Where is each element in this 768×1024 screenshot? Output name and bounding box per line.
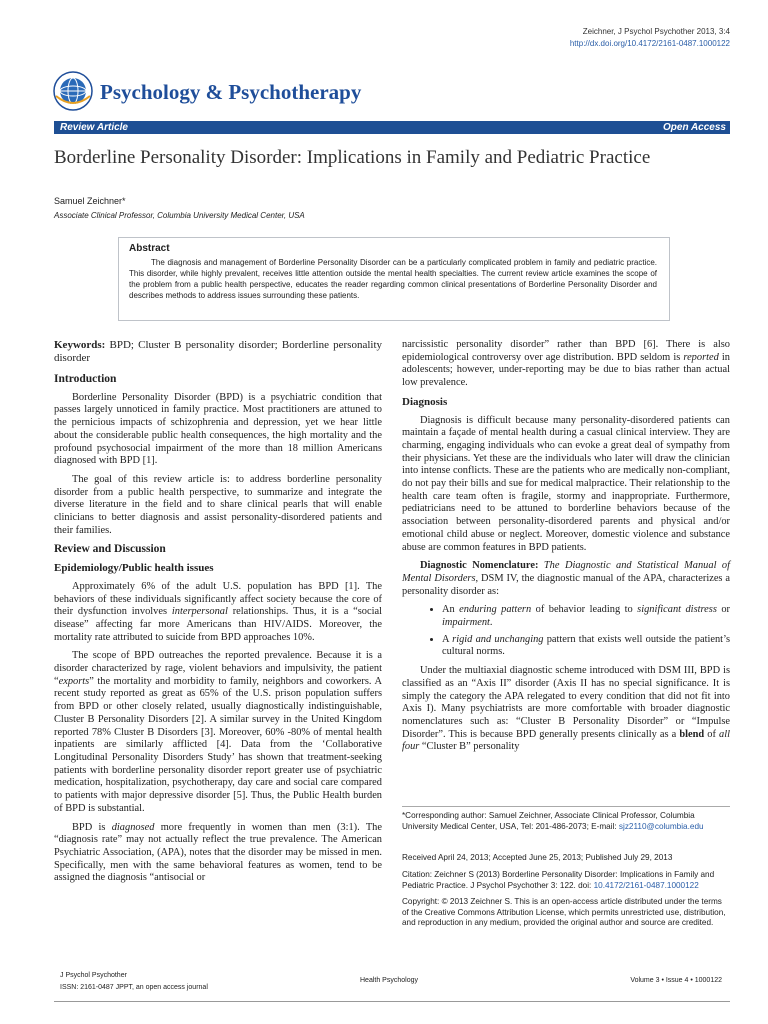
b2-b: pattern that exists well outside the patient’s cultural norms. bbox=[442, 633, 731, 658]
right-column bbox=[402, 339, 730, 760]
cont-text-a: narcissistic personality disorder” rather than BPD [6]. There is also epidemiological controversy over age distribution. BPD seldom is bbox=[402, 339, 730, 363]
diagnosis-paragraph: Diagnosis is difficult because many personality-disordered patients can maintain a façade of mental health during a casual clinical interview. They are charming, engaging individuals who can evoke a great deal of sympathy from their physicians. Yet these are the individuals who later will draw the clinician into intense conflicts. These are the patients who are medically non-compliant, do not pay their bills and sue for medical malpractice. Their relationship to the health care team often is fragile, stormy and inappropriate. Furthermore, pediatricians need to be attuned to borderline behaviors because of the association between personality-disordered parents and physical and/or emotional child abuse or neglect. Moreover, domestic violence and substance abuse are common features in BPD patients. bbox=[402, 414, 730, 553]
citation-line: Zeichner, J Psychol Psychother 2013, 3:4 bbox=[582, 27, 730, 36]
keywords-text: BPD; Cluster B personality disorder; Borderline personality disorder bbox=[54, 339, 382, 364]
citation-text: Citation: Zeichner S (2013) Borderline Personality Disorder: Implications in Family and Pediatric Practice. J Psychol Psychother 3: 122. doi: bbox=[402, 870, 715, 890]
footer-volume: Volume 3 • Issue 4 • 1000122 bbox=[630, 977, 722, 984]
footer-section: Health Psychology bbox=[360, 977, 418, 984]
article-type-bar bbox=[54, 121, 730, 134]
abstract-text: The diagnosis and management of Borderline Personality Disorder can be a particularly complicated problem in family and pediatric practice. This disorder, while highly prevalent, receives little attention outside the mental health specialties. The current review article examines the scope of the problem from a public health perspective, educates the reader regarding common clinical presentations of Borderline Personality Disorder and describes methods to address issues surrounding these patients. bbox=[129, 258, 657, 300]
b2-a: A bbox=[442, 633, 453, 645]
keywords-label: Keywords: bbox=[54, 339, 106, 351]
epi-paragraph-1 bbox=[54, 581, 382, 645]
footnote-divider bbox=[402, 806, 730, 807]
criteria-list bbox=[402, 604, 730, 659]
cont-text-b: in adolescents; however, under-reporting may be due to bias rather than actual low prevalence. bbox=[402, 351, 731, 389]
multi-bold: blend bbox=[679, 728, 705, 740]
list-item bbox=[442, 604, 730, 629]
cont-emphasis: reported bbox=[683, 351, 719, 363]
citation-note bbox=[402, 870, 730, 891]
b1-em2: significant distress bbox=[637, 604, 717, 616]
epi-p1-text-a: Approximately 6% of the adult U.S. population has BPD [1]. The behaviors of these individuals significantly affect society because the core of their dysfunction involves bbox=[54, 580, 382, 618]
epi-p2-text-b: ” the mortality and morbidity to family, neighbors and coworkers. A recent study reported as great as 65% of the U.S. prison population suffers from BPD or other closely related, usually diagnostically indistinguishable, Cluster B Personality Disorders [2]. A similar survey in the United Kingdom reported 78% Cluster B Disorders [3]. Moreover, 60% -80% of mental health inpatients are similarly afflicted [4]. Data from the ‘Collaborative Longitudinal Personality Disorders Study’ has shown that treatment-seeking patients with borderline personality disorder report greater use of psychiatric medication, hospitalization, psychotherapy, day care and social care compared to patients with major depressive disorder [5]. Thus, the Public Health burden of BPD is substantial. bbox=[54, 675, 382, 814]
epidemiology-heading: Epidemiology/Public health issues bbox=[54, 562, 214, 575]
nomenclature-label: Diagnostic Nomenclature: bbox=[420, 560, 539, 572]
diagnosis-heading: Diagnosis bbox=[402, 395, 448, 408]
abstract-heading: Abstract bbox=[129, 243, 170, 254]
footer-issn: ISSN: 2161-0487 JPPT, an open access journal bbox=[60, 984, 208, 991]
keywords bbox=[54, 339, 382, 365]
paper-title: Borderline Personality Disorder: Implications in Family and Pediatric Practice bbox=[54, 147, 651, 168]
multi-c: “Cluster B” personality bbox=[419, 741, 520, 753]
corresponding-author bbox=[402, 811, 730, 832]
copyright-note: Copyright: © 2013 Zeichner S. This is an open-access article distributed under the terms of the Creative Commons Attribution License, which permits unrestricted use, distribution, and reproduction in any medium, provided the original author and source are credited. bbox=[402, 897, 726, 928]
b1-b: of behavior leading to bbox=[531, 604, 638, 616]
epi-p3-emphasis: diagnosed bbox=[111, 821, 155, 833]
b1-a: An bbox=[442, 604, 460, 616]
epi-p1-emphasis: interpersonal bbox=[171, 606, 228, 618]
intro-paragraph-1: Borderline Personality Disorder (BPD) is a psychiatric condition that passes largely unnoticed in family practice. Most practitioners are attuned to the pernicious impacts of schizophrenia and depression, yet we hear little about the considerable public health consequences, the high mortality and the profound psychosocial impairment of the more than 18 million Americans diagnosed with BPD [1]. bbox=[54, 391, 382, 467]
article-type-label: Review Article bbox=[60, 122, 128, 133]
author-name: Samuel Zeichner* bbox=[54, 196, 126, 206]
nomenclature-text: , DSM IV, the diagnostic manual of the APA, characterizes a personality disorder as: bbox=[402, 572, 730, 597]
epi-p2-emphasis: exports bbox=[58, 675, 90, 687]
intro-heading: Introduction bbox=[54, 373, 117, 385]
list-item bbox=[442, 634, 730, 659]
multiaxial-paragraph bbox=[402, 665, 730, 754]
received-dates: Received April 24, 2013; Accepted June 25, 2013; Published July 29, 2013 bbox=[402, 853, 673, 862]
left-column bbox=[54, 339, 382, 891]
multi-b: of bbox=[704, 728, 720, 740]
epi-paragraph-3 bbox=[54, 822, 382, 886]
b1-em1: enduring pattern bbox=[459, 604, 532, 616]
b1-em3: impairment bbox=[442, 617, 490, 629]
doi-link[interactable]: http://dx.doi.org/10.4172/2161-0487.1000122 bbox=[569, 39, 730, 48]
epi-p1-text-b: relationships. Thus, it is a “social disease” affecting far more Americans than HIV/AIDS. Moreover, the mortality rate attributed to suicide from BPD approaches 10%. bbox=[54, 606, 382, 643]
open-access-label: Open Access bbox=[663, 122, 726, 133]
epi-paragraph-2 bbox=[54, 650, 382, 815]
nomenclature-paragraph bbox=[402, 560, 730, 598]
b2-em: rigid and unchanging bbox=[452, 633, 544, 645]
multi-a: Under the multiaxial diagnostic scheme introduced with DSM III, BPD is classified as an “Axis II” disorder (Axis II has no special significance. It is simply the category the APA relegated to every condition that did not fit into Axis I). Many psychiatrists are more comfortable with broader diagnostic nomenclatures such as: “Cluster B Personality Disorder” or “Impulse Disorder”. This is because BPD generally presents clinically as a bbox=[402, 665, 730, 740]
b1-d: . bbox=[489, 617, 493, 629]
journal-logo-icon bbox=[52, 70, 94, 112]
footer-divider bbox=[54, 1001, 730, 1002]
nomenclature-emphasis: The Diagnostic and Statistical Manual of Mental Disorders bbox=[402, 560, 731, 584]
b1-c: or bbox=[716, 604, 730, 616]
footer-journal: J Psychol Psychother bbox=[60, 972, 127, 979]
epi-p2-text-a: The scope of BPD outreaches the reported prevalence. Because it is a disorder characterized by rage, violent behaviors and impulsivity, the patient “ bbox=[54, 650, 382, 687]
corresp-text: *Corresponding author: Samuel Zeichner, Associate Clinical Professor, Columbia University Medical Center, USA, Tel: 201-486-2073; E-mail: bbox=[402, 811, 695, 831]
epi-p3-text-a: BPD is bbox=[72, 821, 112, 833]
citation-doi-link[interactable]: 10.4172/2161-0487.1000122 bbox=[593, 880, 699, 890]
intro-paragraph-2: The goal of this review article is: to address borderline personality disorder from a public health perspective, to summarize and integrate the diverse literature in the field and to share clinical pearls that will enable clinicians to better diagnosis and assist personality-disordered patients and their families. bbox=[54, 473, 382, 536]
review-heading: Review and Discussion bbox=[54, 543, 166, 556]
email-link[interactable]: sjz2110@columbia.edu bbox=[618, 821, 704, 831]
abstract-box bbox=[118, 237, 670, 321]
continued-paragraph bbox=[402, 339, 730, 390]
journal-title[interactable]: Psychology & Psychotherapy bbox=[100, 80, 362, 104]
author-affiliation: Associate Clinical Professor, Columbia University Medical Center, USA bbox=[54, 211, 305, 220]
multi-em: all four bbox=[402, 728, 730, 753]
epi-p3-text-b: more frequently in women than men (3:1). The “diagnosis rate” may not actually reflect the true prevalence. The American Psychiatric Association, (APA), notes that the disorder may be missed in men. Specifically, men with the same behavioral features as women, tend to be assigned the diagnosis “antisocial or bbox=[54, 821, 382, 884]
